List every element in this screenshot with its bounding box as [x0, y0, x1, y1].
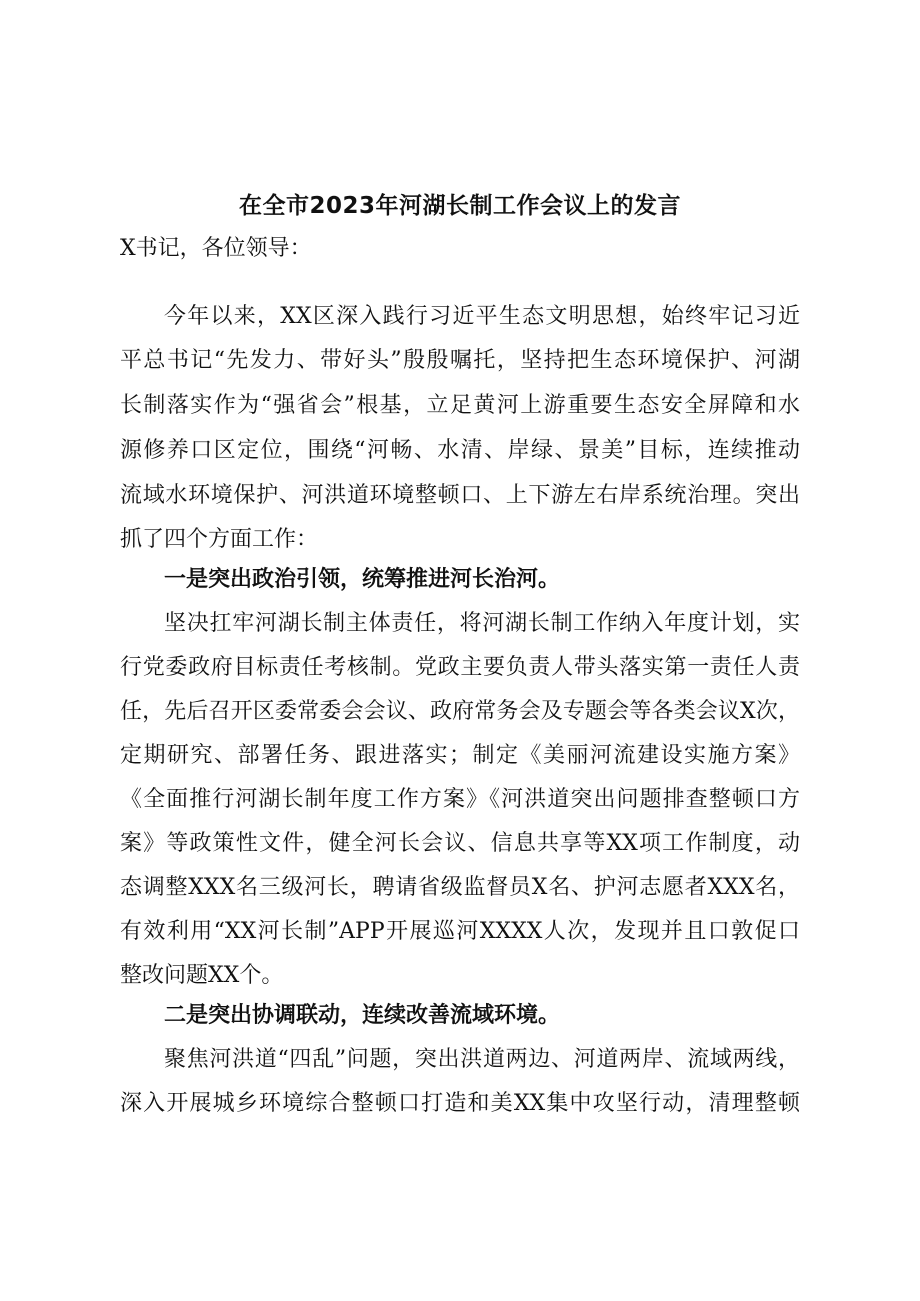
section-line: 态调整XXX名三级河长，聘请省级监督员X名、护河志愿者XXX名， [120, 875, 800, 900]
intro-line: 抓了四个方面工作： [120, 527, 319, 552]
intro-line: 流域水环境保护、河洪道环境整顿口、上下游左右岸系统治理。突出 [120, 483, 800, 508]
section-line: 坚决扛牢河湖长制主体责任，将河湖长制工作纳入年度计划，实 [164, 611, 800, 636]
section-line: 整改问题XX个。 [120, 963, 284, 988]
section-line: 有效利用“XX河长制”APP开展巡河XXXX人次，发现并且口敦促口 [120, 919, 800, 944]
section-line: 定期研究、部署任务、跟进落实；制定《美丽河流建设实施方案》 [120, 743, 800, 768]
section-heading: 一是突出政治引领，统筹推进河长治河。 [164, 567, 561, 592]
intro-line: 长制落实作为“强省会”根基，立足黄河上游重要生态安全屏障和水 [120, 393, 800, 418]
intro-line: 今年以来，XX区深入践行习近平生态文明思想，始终牢记习近 [164, 304, 800, 329]
section-line: 行党委政府目标责任考核制。党政主要负责人带头落实第一责任人责 [120, 655, 800, 680]
intro-line: 平总书记“先发力、带好头”殷殷嘱托，坚持把生态环境保护、河湖 [120, 348, 800, 373]
section-line: 《全面推行河湖长制年度工作方案》《河洪道突出问题排查整顿口方 [120, 787, 800, 812]
section-heading: 二是突出协调联动，连续改善流域环境。 [164, 1003, 561, 1028]
salutation: X书记，各位领导： [120, 236, 312, 261]
section-line: 聚焦河洪道“四乱”问题，突出洪道两边、河道两岸、流域两线， [164, 1047, 800, 1072]
document-title: 在全市2023年河湖长制工作会议上的发言 [238, 193, 681, 219]
section-line: 任，先后召开区委常委会会议、政府常务会及专题会等各类会议X次， [120, 699, 800, 724]
intro-line: 源修养口区定位，围绕“河畅、水清、岸绿、景美”目标，连续推动 [120, 438, 800, 463]
section-line: 案》等政策性文件，健全河长会议、信息共享等XX项工作制度，动 [120, 831, 800, 856]
section-line: 深入开展城乡环境综合整顿口打造和美XX集中攻坚行动，清理整顿 [120, 1091, 800, 1116]
